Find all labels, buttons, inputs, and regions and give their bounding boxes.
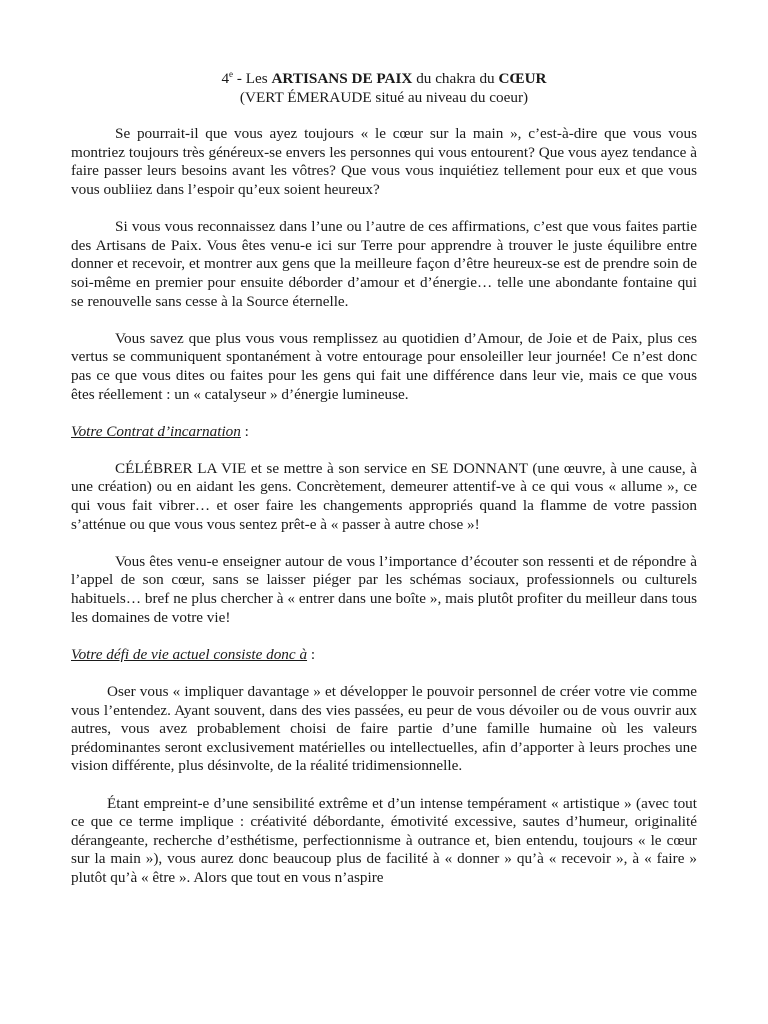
- section-heading-defi-suffix: :: [307, 645, 316, 663]
- document-page: [71, 70, 697, 888]
- paragraph-3: Vous savez que plus vous vous remplissez au quotidien d’Amour, de Joie et de Paix, plus ces vertus se communiquent spontanément à votre entourage pour ensoleiller leur journée! Ce n’est donc pas ce que vous dites ou faites pour les gens qui fait une différence dans leur vie, mais ce que vous êtes réellement : un « catalyseur » d’énergie lumineuse.: [71, 329, 697, 403]
- paragraph-4: CÉLÉBRER LA VIE et se mettre à son service en SE DONNANT (une œuvre, à une cause, à une création) ou en aidant les gens. Concrètement, demeurer attentif-ve à ce qui vous « allume », ce qui vous fait vibrer… et oser faire les changements appropriés quand la flamme de votre passion s’atténue ou que vous vous sentez prêt-e à « passer à autre chose »!: [71, 459, 697, 533]
- title-coeur: CŒUR: [498, 70, 547, 87]
- title-middle: du chakra du: [412, 70, 499, 87]
- title-number: 4: [221, 70, 230, 87]
- paragraph-1: Se pourrait-il que vous ayez toujours « le cœur sur la main », c’est-à-dire que vous vous montriez toujours très généreux-se envers les personnes qui vous entourent? Que vous ayez tendance à faire passer leurs besoins avant les vôtres? Que vous vous inquiétiez tellement pour eux et que vous vous oubliiez dans l’espoir qu’eux soient heureux?: [71, 125, 697, 198]
- section-heading-defi: [71, 646, 697, 665]
- section-heading-contrat-label: Votre Contrat d’incarnation: [71, 422, 241, 440]
- paragraph-2: Si vous vous reconnaissez dans l’une ou l’autre de ces affirmations, c’est que vous faites partie des Artisans de Paix. Vous êtes venu-e ici sur Terre pour apprendre à trouver le juste équilibre entre donner et recevoir, et montrer aux gens que la meilleure façon d’être heureux-se est de prendre soin de soi-même en premier pour ensuite déborder d’amour et d’énergie… telle une abondante fontaine qui se renouvelle sans cesse à la Source éternelle.: [71, 218, 697, 310]
- title-prefix: - Les: [233, 70, 272, 87]
- page-title: [71, 70, 697, 89]
- section-heading-contrat: [71, 423, 697, 442]
- section-heading-defi-label: Votre défi de vie actuel consiste donc à: [71, 645, 308, 663]
- page-subtitle: (VERT ÉMERAUDE situé au niveau du coeur): [239, 88, 529, 106]
- paragraph-6: Oser vous « impliquer davantage » et développer le pouvoir personnel de créer votre vie comme vous l’entendez. Ayant souvent, dans des vies passées, eu peur de vous dévoiler ou de vous ouvrir aux autres, vous avez probablement choisi de faire partie d’une famille humaine où les valeurs prédominantes seront exclusivement matérielles ou intellectuelles, afin d’apporter à leurs proches une vision différente, plus désinvolte, de la réalité tridimensionnelle.: [71, 683, 697, 775]
- title-block: [71, 70, 697, 107]
- paragraph-7: Étant empreint-e d’une sensibilité extrême et d’un intense tempérament « artistique » (avec tout ce que ce terme implique : créativité débordante, émotivité excessive, sautes d’humeur, originalité dérangeante, recherche d’esthétisme, perfectionnisme à outrance et, bien entendu, toujours « le cœur sur la main »), vous aurez donc beaucoup plus de facilité à « donner » qu’à « recevoir », à « faire » plutôt qu’à « être ». Alors que tout en vous n’aspire: [71, 794, 697, 886]
- section-heading-contrat-suffix: :: [240, 422, 249, 440]
- title-artisans: ARTISANS DE PAIX: [271, 70, 413, 87]
- paragraph-5: Vous êtes venu-e enseigner autour de vous l’importance d’écouter son ressenti et de répondre à l’appel de son cœur, sans se laisser piéger par les schémas sociaux, professionnels ou culturels habituels… bref ne plus chercher à « entrer dans une boîte », mais plutôt profiter du meilleur dans tous les domaines de votre vie!: [71, 552, 697, 626]
- title-number-superscript: e: [229, 68, 234, 79]
